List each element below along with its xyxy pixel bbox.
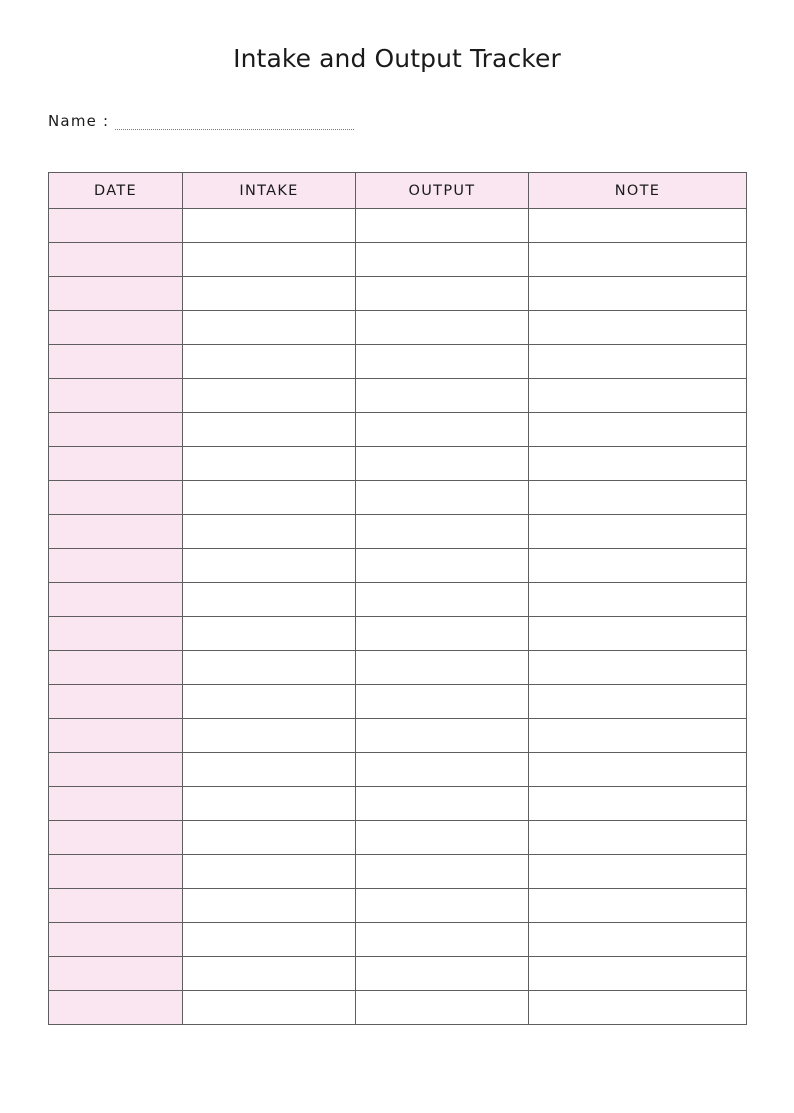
note-cell[interactable] bbox=[529, 685, 747, 719]
date-cell[interactable] bbox=[49, 617, 183, 651]
table-row bbox=[49, 209, 747, 243]
note-cell[interactable] bbox=[529, 651, 747, 685]
output-cell[interactable] bbox=[356, 277, 529, 311]
table-row bbox=[49, 481, 747, 515]
note-cell[interactable] bbox=[529, 753, 747, 787]
tracker-table bbox=[48, 172, 747, 1025]
table-row bbox=[49, 243, 747, 277]
output-cell[interactable] bbox=[356, 923, 529, 957]
intake-cell[interactable] bbox=[183, 685, 356, 719]
note-cell[interactable] bbox=[529, 583, 747, 617]
intake-cell[interactable] bbox=[183, 991, 356, 1025]
output-cell[interactable] bbox=[356, 311, 529, 345]
intake-cell[interactable] bbox=[183, 957, 356, 991]
output-cell[interactable] bbox=[356, 753, 529, 787]
date-cell[interactable] bbox=[49, 583, 183, 617]
intake-cell[interactable] bbox=[183, 481, 356, 515]
table-row bbox=[49, 345, 747, 379]
table-row bbox=[49, 889, 747, 923]
note-cell[interactable] bbox=[529, 209, 747, 243]
date-cell[interactable] bbox=[49, 277, 183, 311]
note-cell[interactable] bbox=[529, 345, 747, 379]
intake-cell[interactable] bbox=[183, 447, 356, 481]
date-cell[interactable] bbox=[49, 515, 183, 549]
date-cell[interactable] bbox=[49, 787, 183, 821]
output-cell[interactable] bbox=[356, 379, 529, 413]
table-row bbox=[49, 515, 747, 549]
intake-cell[interactable] bbox=[183, 379, 356, 413]
intake-cell[interactable] bbox=[183, 209, 356, 243]
table-row bbox=[49, 991, 747, 1025]
note-cell[interactable] bbox=[529, 379, 747, 413]
date-cell[interactable] bbox=[49, 753, 183, 787]
header-row bbox=[49, 173, 747, 209]
date-cell[interactable] bbox=[49, 821, 183, 855]
table-row bbox=[49, 447, 747, 481]
date-cell[interactable] bbox=[49, 991, 183, 1025]
note-cell[interactable] bbox=[529, 515, 747, 549]
output-cell[interactable] bbox=[356, 651, 529, 685]
column-header-output: OUTPUT bbox=[356, 173, 529, 209]
table-row bbox=[49, 753, 747, 787]
note-cell[interactable] bbox=[529, 991, 747, 1025]
table-row bbox=[49, 821, 747, 855]
intake-cell[interactable] bbox=[183, 277, 356, 311]
intake-cell[interactable] bbox=[183, 855, 356, 889]
table-row bbox=[49, 685, 747, 719]
intake-cell[interactable] bbox=[183, 311, 356, 345]
table-row bbox=[49, 379, 747, 413]
date-cell[interactable] bbox=[49, 685, 183, 719]
name-input-line[interactable] bbox=[115, 115, 354, 130]
table-row bbox=[49, 719, 747, 753]
output-cell[interactable] bbox=[356, 957, 529, 991]
note-cell[interactable] bbox=[529, 413, 747, 447]
note-cell[interactable] bbox=[529, 481, 747, 515]
date-cell[interactable] bbox=[49, 923, 183, 957]
intake-cell[interactable] bbox=[183, 753, 356, 787]
column-header-date: DATE bbox=[49, 173, 183, 209]
date-cell[interactable] bbox=[49, 719, 183, 753]
output-cell[interactable] bbox=[356, 821, 529, 855]
output-cell[interactable] bbox=[356, 447, 529, 481]
column-header-note: NOTE bbox=[529, 173, 747, 209]
note-cell[interactable] bbox=[529, 311, 747, 345]
output-cell[interactable] bbox=[356, 413, 529, 447]
name-row bbox=[48, 110, 354, 130]
output-cell[interactable] bbox=[356, 719, 529, 753]
intake-cell[interactable] bbox=[183, 821, 356, 855]
output-cell[interactable] bbox=[356, 889, 529, 923]
intake-cell[interactable] bbox=[183, 719, 356, 753]
table-row bbox=[49, 855, 747, 889]
output-cell[interactable] bbox=[356, 583, 529, 617]
table-row bbox=[49, 787, 747, 821]
note-cell[interactable] bbox=[529, 957, 747, 991]
intake-cell[interactable] bbox=[183, 243, 356, 277]
intake-cell[interactable] bbox=[183, 923, 356, 957]
note-cell[interactable] bbox=[529, 821, 747, 855]
intake-cell[interactable] bbox=[183, 345, 356, 379]
table-row bbox=[49, 413, 747, 447]
intake-cell[interactable] bbox=[183, 549, 356, 583]
table-row bbox=[49, 549, 747, 583]
date-cell[interactable] bbox=[49, 651, 183, 685]
output-cell[interactable] bbox=[356, 617, 529, 651]
intake-cell[interactable] bbox=[183, 413, 356, 447]
date-cell[interactable] bbox=[49, 311, 183, 345]
intake-cell[interactable] bbox=[183, 515, 356, 549]
table-row bbox=[49, 277, 747, 311]
table-row bbox=[49, 651, 747, 685]
output-cell[interactable] bbox=[356, 243, 529, 277]
table-row bbox=[49, 957, 747, 991]
output-cell[interactable] bbox=[356, 345, 529, 379]
note-cell[interactable] bbox=[529, 277, 747, 311]
date-cell[interactable] bbox=[49, 957, 183, 991]
tracker-body bbox=[49, 209, 747, 1025]
note-cell[interactable] bbox=[529, 447, 747, 481]
intake-cell[interactable] bbox=[183, 617, 356, 651]
date-cell[interactable] bbox=[49, 549, 183, 583]
note-cell[interactable] bbox=[529, 617, 747, 651]
output-cell[interactable] bbox=[356, 787, 529, 821]
output-cell[interactable] bbox=[356, 209, 529, 243]
note-cell[interactable] bbox=[529, 787, 747, 821]
note-cell[interactable] bbox=[529, 923, 747, 957]
table-row bbox=[49, 583, 747, 617]
date-cell[interactable] bbox=[49, 345, 183, 379]
name-label: Name : bbox=[48, 112, 110, 130]
output-cell[interactable] bbox=[356, 515, 529, 549]
output-cell[interactable] bbox=[356, 549, 529, 583]
date-cell[interactable] bbox=[49, 413, 183, 447]
note-cell[interactable] bbox=[529, 855, 747, 889]
table-row bbox=[49, 617, 747, 651]
date-cell[interactable] bbox=[49, 243, 183, 277]
date-cell[interactable] bbox=[49, 481, 183, 515]
note-cell[interactable] bbox=[529, 549, 747, 583]
date-cell[interactable] bbox=[49, 209, 183, 243]
column-header-intake: INTAKE bbox=[183, 173, 356, 209]
note-cell[interactable] bbox=[529, 243, 747, 277]
output-cell[interactable] bbox=[356, 481, 529, 515]
date-cell[interactable] bbox=[49, 889, 183, 923]
intake-cell[interactable] bbox=[183, 787, 356, 821]
note-cell[interactable] bbox=[529, 719, 747, 753]
output-cell[interactable] bbox=[356, 855, 529, 889]
date-cell[interactable] bbox=[49, 447, 183, 481]
intake-cell[interactable] bbox=[183, 583, 356, 617]
intake-cell[interactable] bbox=[183, 651, 356, 685]
output-cell[interactable] bbox=[356, 685, 529, 719]
table-row bbox=[49, 923, 747, 957]
date-cell[interactable] bbox=[49, 379, 183, 413]
table-row bbox=[49, 311, 747, 345]
note-cell[interactable] bbox=[529, 889, 747, 923]
date-cell[interactable] bbox=[49, 855, 183, 889]
intake-cell[interactable] bbox=[183, 889, 356, 923]
page-title: Intake and Output Tracker bbox=[233, 44, 561, 73]
output-cell[interactable] bbox=[356, 991, 529, 1025]
